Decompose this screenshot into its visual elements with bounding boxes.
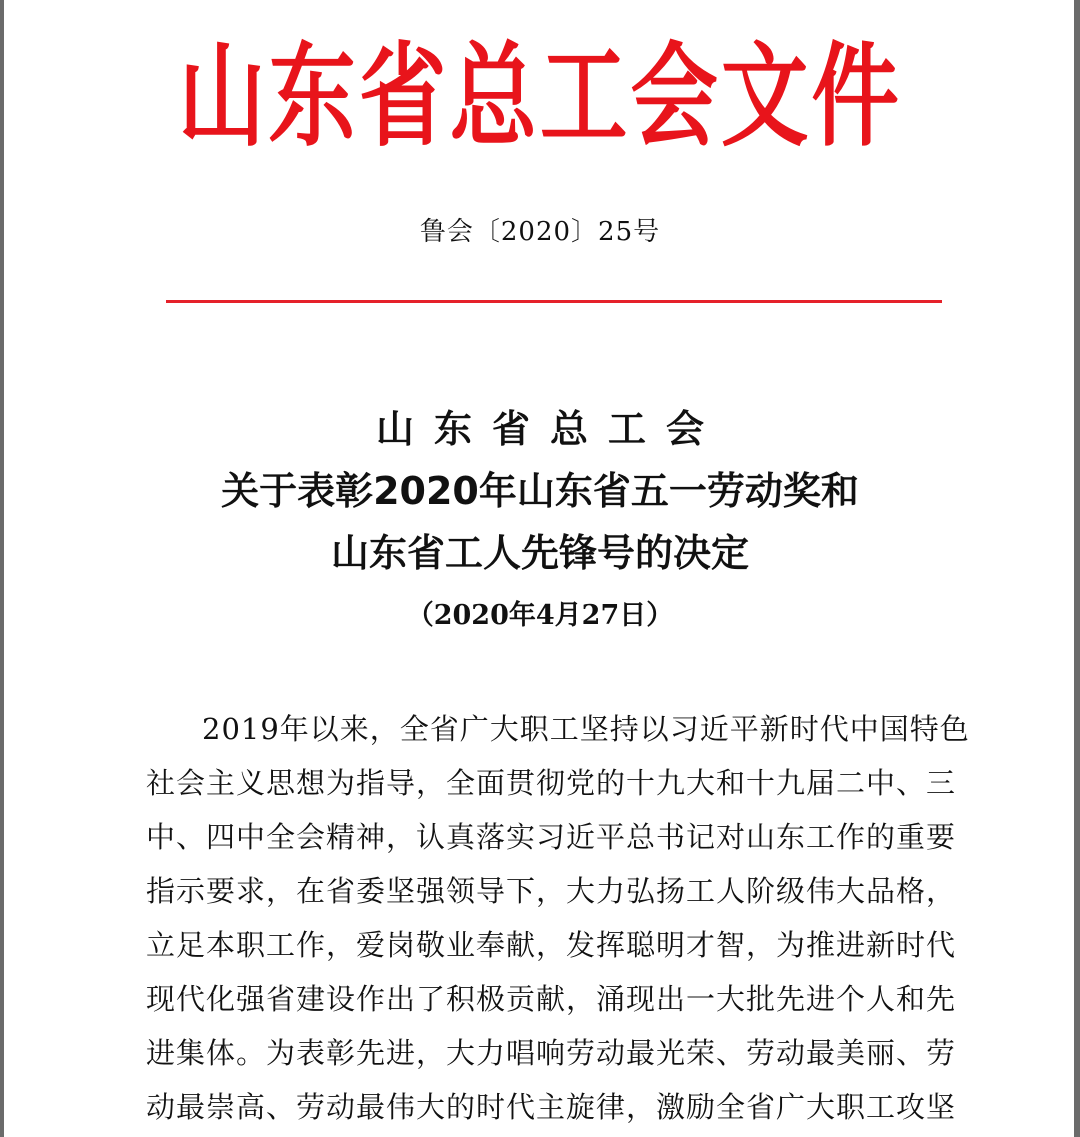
title-line-organization: 山东省总工会 bbox=[375, 407, 724, 451]
document-number: 鲁会〔2020〕25号 bbox=[419, 217, 661, 247]
title-line-subject-cont: 山东省工人先锋号的决定 bbox=[330, 531, 749, 575]
document-date: （2020年4月27日） bbox=[406, 600, 674, 631]
document-body bbox=[146, 702, 970, 1134]
title-line-subject: 关于表彰2020年山东省五一劳动奖和 bbox=[221, 469, 859, 513]
body-line: 指示要求，在省委坚强领导下，大力弘扬工人阶级伟大品格， bbox=[146, 874, 957, 908]
body-line: 中、四中全会精神，认真落实习近平总书记对山东工作的重要 bbox=[146, 820, 957, 854]
document-title bbox=[0, 398, 1080, 584]
body-line: 动最崇高、劳动最伟大的时代主旋律，激励全省广大职工攻坚 bbox=[146, 1090, 957, 1124]
body-line: 社会主义思想为指导，全面贯彻党的十九大和十九届二中、三 bbox=[146, 766, 957, 800]
body-line: 进集体。为表彰先进，大力唱响劳动最光荣、劳动最美丽、劳 bbox=[146, 1036, 957, 1070]
red-divider-line bbox=[166, 300, 942, 303]
right-page-edge bbox=[1074, 0, 1080, 1137]
body-line: 现代化强省建设作出了积极贡献，涌现出一大批先进个人和先 bbox=[146, 982, 957, 1016]
document-masthead: 山东省总工会文件 bbox=[178, 32, 902, 162]
body-line: 2019年以来，全省广大职工坚持以习近平新时代中国特色 bbox=[202, 712, 970, 746]
body-line: 立足本职工作，爱岗敬业奉献，发挥聪明才智，为推进新时代 bbox=[146, 928, 957, 962]
